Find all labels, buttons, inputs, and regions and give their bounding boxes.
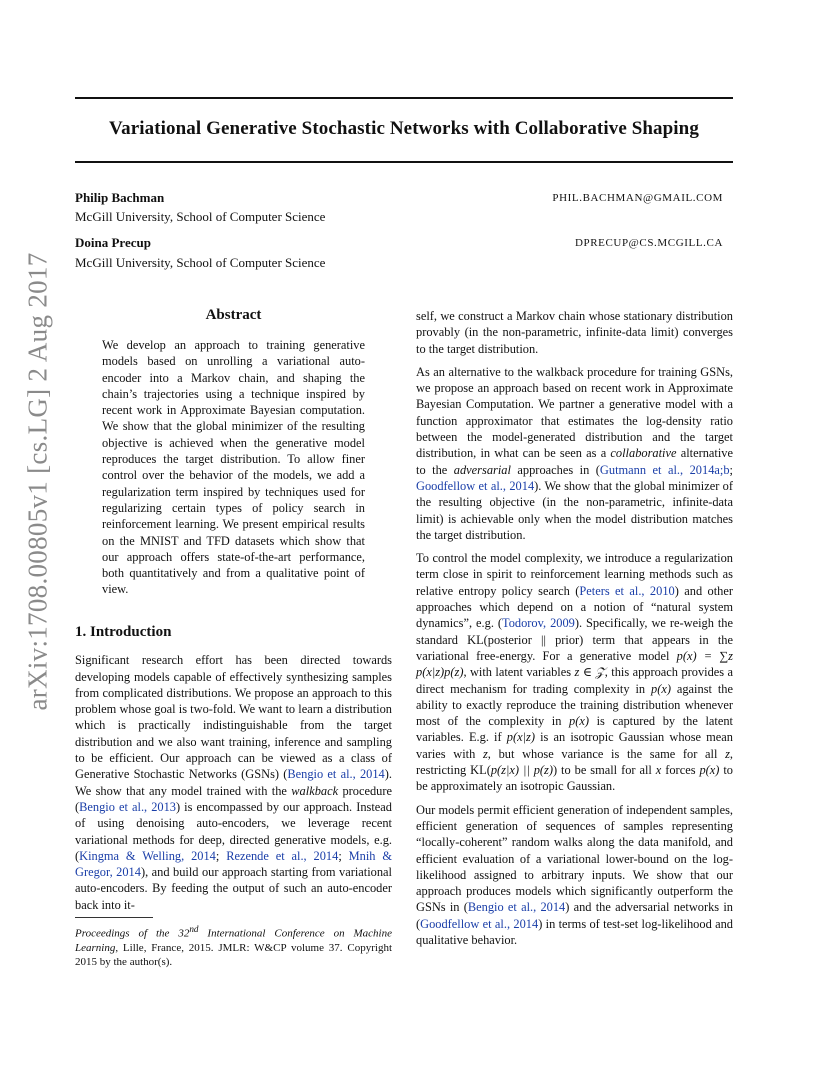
arxiv-side-stamp: arXiv:1708.00805v1 [cs.LG] 2 Aug 2017 [22, 252, 53, 711]
author-affiliation: McGill University, School of Computer Science [75, 255, 326, 270]
citation-link[interactable]: Bengio et al., 2014 [287, 767, 385, 782]
citation-link[interactable]: Rezende et al., 2014 [226, 848, 339, 863]
math-expression: p(x) [569, 714, 589, 729]
author-email: DPRECUP@CS.MCGILL.CA [574, 237, 723, 249]
citation-link[interactable]: Goodfellow et al., 2014 [416, 478, 535, 493]
author-email: PHIL.BACHMAN@GMAIL.COM [552, 192, 723, 204]
footnote-rule [75, 917, 153, 918]
math-expression: z [482, 746, 488, 761]
math-expression: p(x) [699, 763, 720, 778]
author-affiliation: McGill University, School of Computer Science [75, 209, 326, 224]
citation-link[interactable]: Goodfellow et al., 2014 [420, 916, 539, 931]
paragraph: To control the model complexity, we introduce a regularization term close in spirit to reinforcement learning methods such as relative entropy policy search (Peters et al., 2010) and other approaches which depend on a notion of “natural system dynamics”, e.g. (Todorov, 2009). Specifically, we re-weigh the standard KL(posterior || prior) term that appears in the variational free-energy. For a generative model p(x) = ∑z p(x|z)p(z), with latent variables z ∈ 𝒵, this approach provides a direct mechanism for trading complexity in p(x) against the ability to exactly reproduce the training distribution whenever most of the complexity in p(x) is captured by the latent variables. E.g. if p(x|z) is an isotropic Gaussian whose mean varies with z, but whose variance is the same for all z, restricting KL(p(z|x) || p(z)) to be small for all x forces p(x) to be approximately an isotropic Gaussian. [416, 551, 734, 794]
abstract-heading: Abstract [205, 307, 262, 323]
math-expression: z ∈ 𝒵 [574, 665, 605, 680]
citation-link[interactable]: Bengio et al., 2014 [467, 900, 566, 915]
citation-link[interactable]: Peters et al., 2010 [579, 583, 675, 598]
title-rule-bottom [75, 161, 733, 163]
citation-link[interactable]: Mnih & Gregor, 2014 [75, 848, 392, 880]
citation-link[interactable]: Kingma & Welling, 2014 [79, 848, 216, 863]
section-heading: 1. Introduction [75, 624, 172, 640]
title-rule-top [75, 97, 733, 99]
paper-title: Variational Generative Stochastic Networks with Collaborative Shaping [109, 118, 699, 139]
math-expression: p(x|z) [506, 730, 535, 745]
citation-link[interactable]: Gutmann et al., 2014a;b [599, 462, 730, 477]
author-name: Doina Precup [75, 235, 151, 250]
paragraph: Significant research effort has been directed towards developing models capable of effectively synthesizing samples from complicated distributions. We propose an approach to this problem whose goal is two-fold. We want to learn a distribution which is practically indistinguishable from the target distribution and we also want training, inference and sampling to be efficient. Our approach can be viewed as a class of Generative Stochastic Networks (GSNs) (Bengio et al., 2014). We show that any model trained with the walkback procedure (Bengio et al., 2013) is encompassed by our approach. Instead of using denoising auto-encoders, we leverage recent variational methods for deep, directed generative models, e.g. (Kingma & Welling, 2014; Rezende et al., 2014; Mnih & Gregor, 2014), and build our approach starting from variational auto-encoders. By feeding the output of such an auto-encoder back into it- [75, 653, 392, 912]
paragraph: Our models permit efficient generation of independent samples, efficient generation of sequences of samples representing “locally-coherent” random walks along the data manifold, and efficient evaluation of a variational lower-bound on the log-likelihood assigned to arbitrary inputs. We show that our approach produces models which significantly outperform the GSNs in (Bengio et al., 2014) and the adversarial networks in (Goodfellow et al., 2014) in terms of test-set log-likelihood and qualitative behavior. [416, 802, 733, 947]
abstract-text: We develop an approach to training generative models based on unrolling a variational auto-encoder into a Markov chain, and shaping the chain’s trajectories using a technique inspired by recent work in Approximate Bayesian computation. We show that the global minimizer of the resulting objective is achieved when the generative model reproduces the target distribution. To allow finer control over the behavior of the models, we add a regularization term inspired by techniques used for regularizing certain types of policy search in reinforcement learning. We present empirical results on the MNIST and TFD datasets which show that our approach offers state-of-the-art performance, both quantitatively and from a qualitative point of view. [102, 338, 365, 597]
right-column [416, 308, 733, 955]
math-expression: p(z|x) || p(z) [490, 763, 553, 778]
citation-link[interactable]: Bengio et al., 2013 [79, 799, 176, 814]
paragraph: self, we construct a Markov chain whose stationary distribution provably (in the non-parametric, infinite-data limit) converges to the target distribution. [416, 309, 733, 356]
math-expression: x [655, 763, 662, 778]
author-name: Philip Bachman [75, 190, 165, 205]
math-expression: p(x) [651, 681, 671, 696]
math-expression: z [725, 746, 730, 761]
footnote: Proceedings of the 32nd International Conference on Machine Learning, Lille, France, 2015. JMLR: W&CP volume 37. Copyright 2015 by the author(s). [75, 924, 392, 969]
paragraph: As an alternative to the walkback procedure for training GSNs, we propose an approach based on recent work in Approximate Bayesian Computation. We partner a generative model with a function approximator that estimates the log-density ratio between the model-generated distribution and the target distribution, in what can be seen as a collaborative alternative to the adversarial approaches in (Gutmann et al., 2014a;b; Goodfellow et al., 2014). We show that the global minimizer of the resulting objective (in the non-parametric, infinite-data limit) is achievable only when the model distribution matches the target distribution. [416, 364, 734, 542]
math-expression: p(x) = ∑z p(x|z)p(z) [416, 648, 733, 680]
citation-link[interactable]: Todorov, 2009 [502, 616, 575, 631]
left-column [75, 624, 392, 920]
